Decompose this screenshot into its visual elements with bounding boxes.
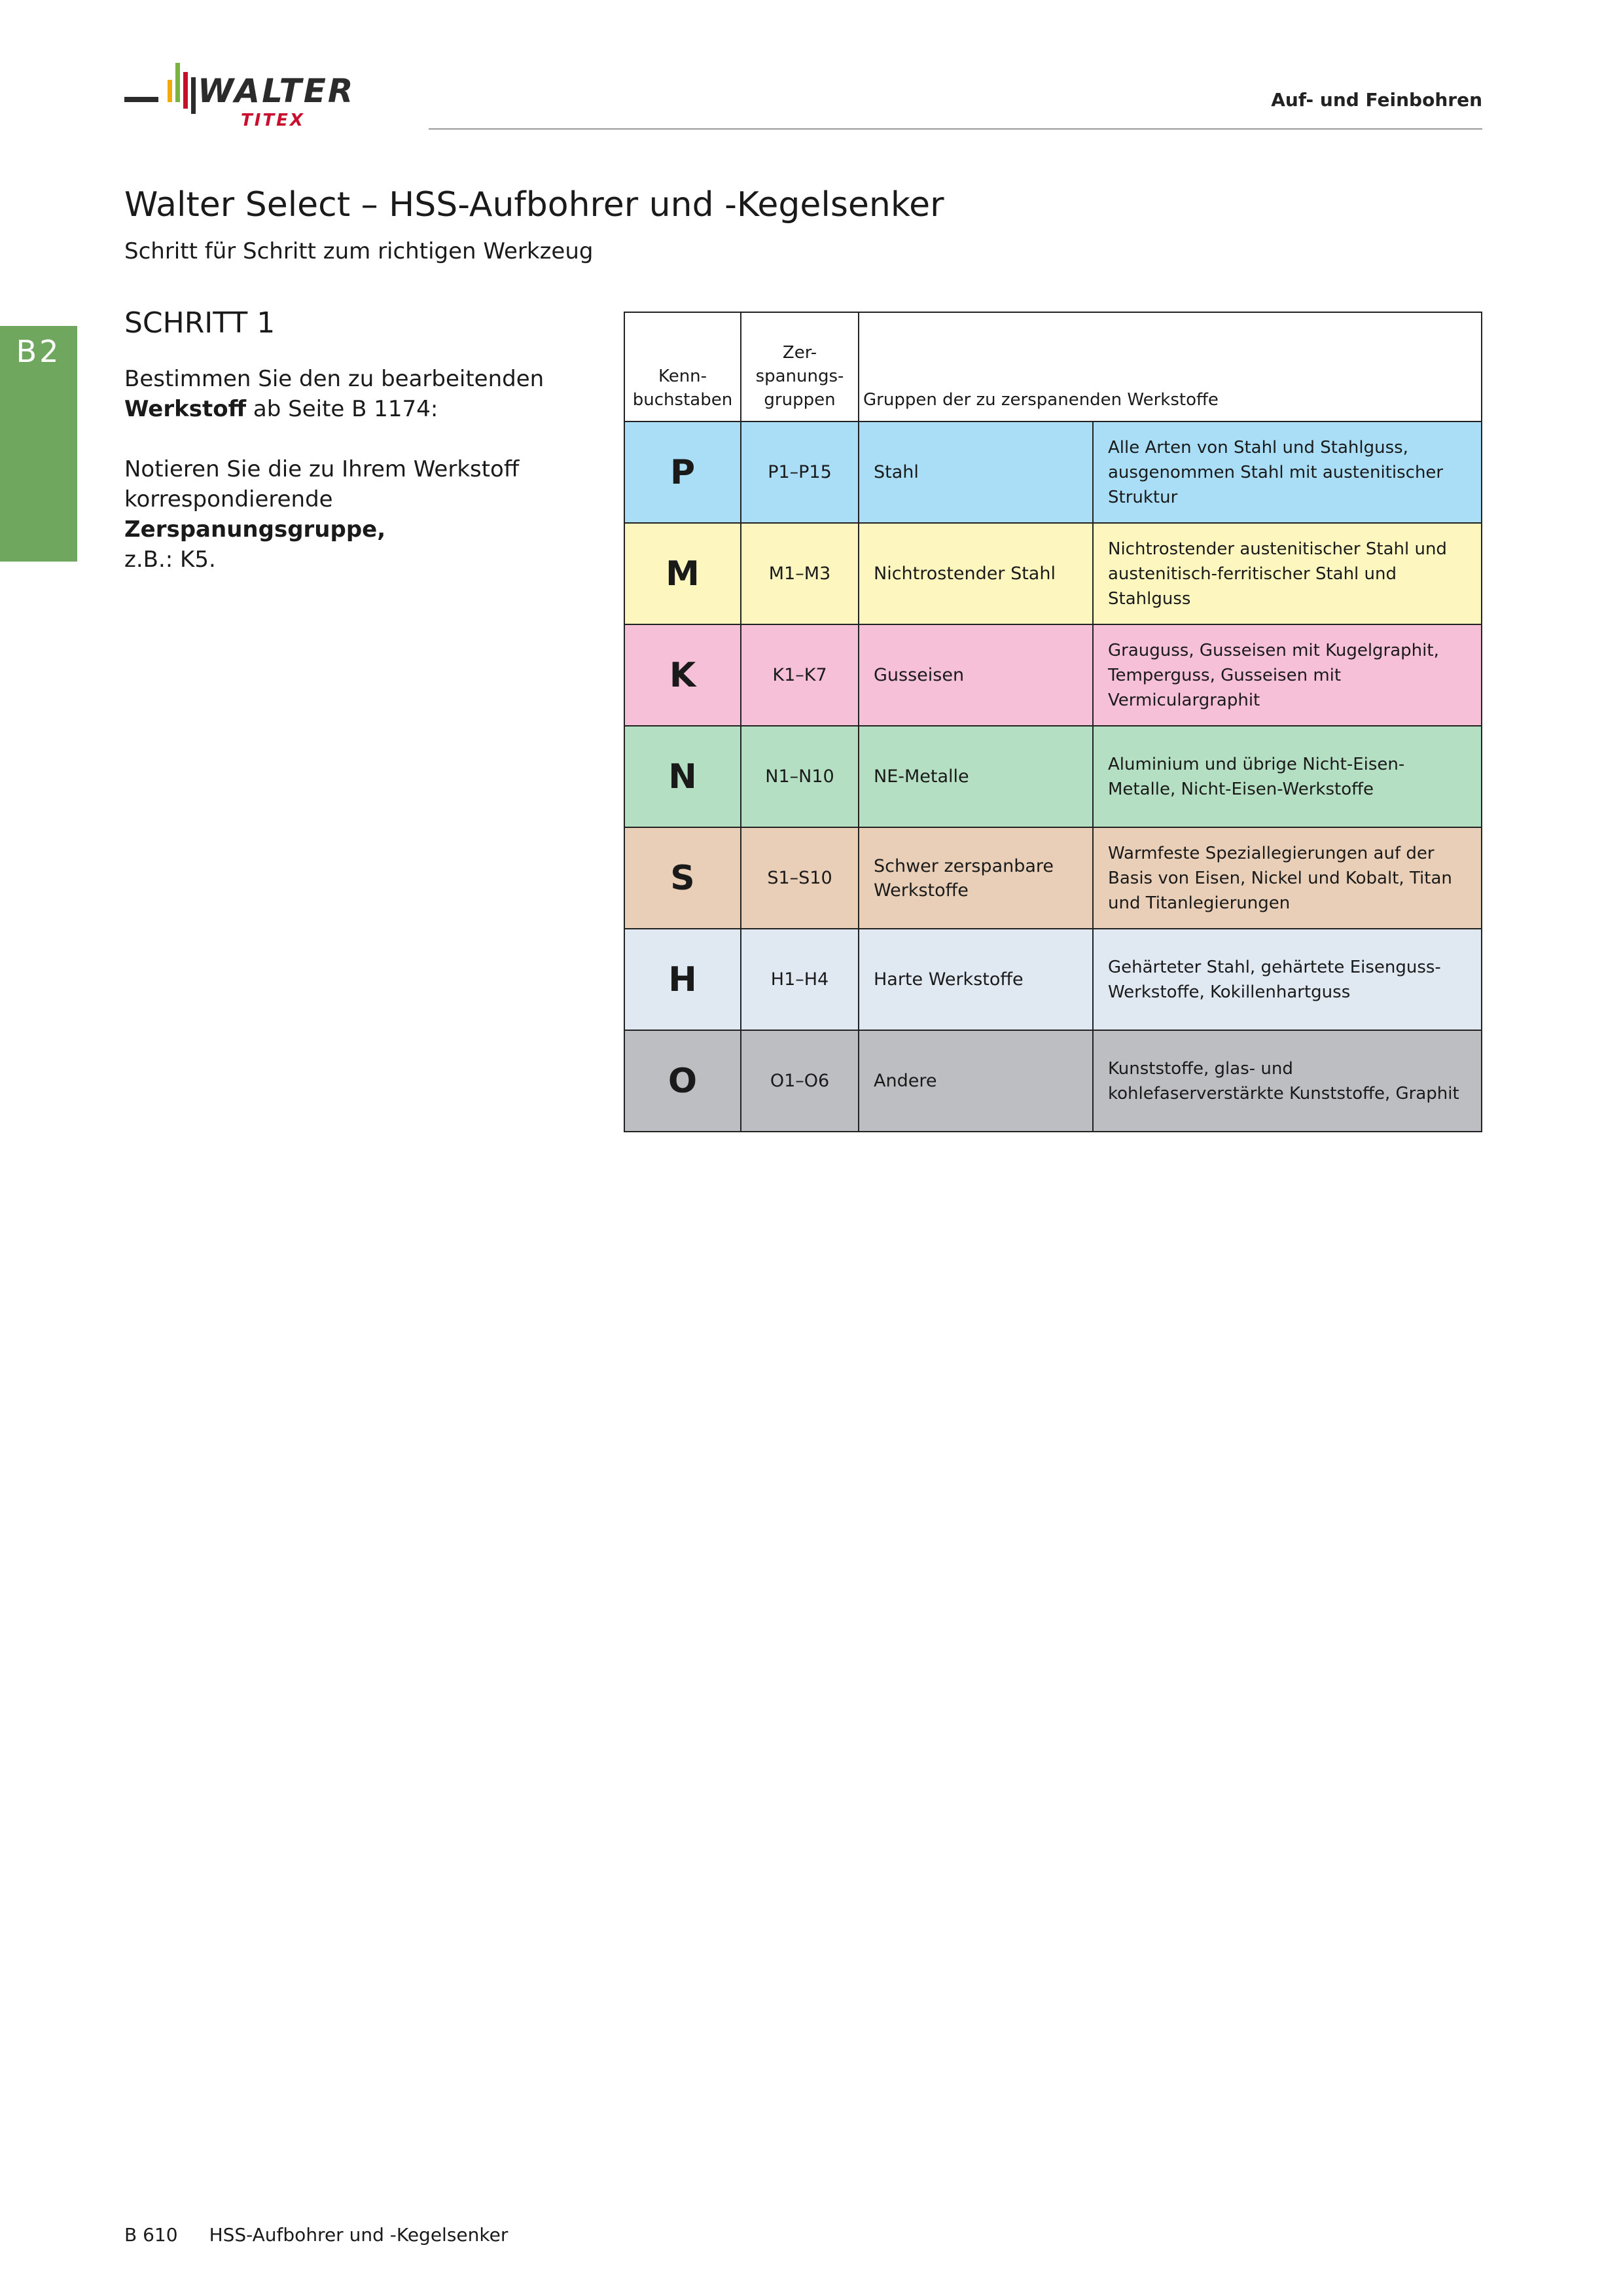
page-subtitle: Schritt für Schritt zum richtigen Werkzeug: [124, 238, 594, 264]
header-section-title: Auf- und Feinbohren: [1271, 89, 1482, 111]
material-groups: K1–K7: [741, 624, 859, 726]
table-header-row: [624, 312, 1482, 422]
instruction-1-bold: Werkstoff: [124, 396, 247, 422]
material-letter: M: [624, 523, 741, 624]
header-zerspanungsgruppen: Zer- spanungs- gruppen: [741, 312, 859, 422]
walter-titex-logo: [124, 60, 399, 134]
material-groups: N1–N10: [741, 726, 859, 827]
material-letter: O: [624, 1030, 741, 1132]
instruction-paragraph-1: [124, 364, 582, 424]
material-description: Warmfeste Speziallegierungen auf der Basis von Eisen, Nickel und Kobalt, Titan und Titanlegierungen: [1093, 827, 1482, 929]
page-number: B 610: [124, 2224, 178, 2246]
chapter-tab: [0, 326, 77, 562]
header-divider: [429, 128, 1482, 130]
material-description: Kunststoffe, glas- und kohlefaserverstärkte Kunststoffe, Graphit: [1093, 1030, 1482, 1132]
step-heading: SCHRITT 1: [124, 306, 276, 340]
table-row: [624, 827, 1482, 929]
logo-bar-left: [124, 97, 158, 102]
material-letter: P: [624, 422, 741, 523]
material-name: Stahl: [859, 422, 1093, 523]
table-row: [624, 624, 1482, 726]
logo-bar-2: [175, 63, 180, 102]
page-footer: [124, 2224, 508, 2246]
table-row: [624, 1030, 1482, 1132]
material-groups: H1–H4: [741, 929, 859, 1030]
material-letter: N: [624, 726, 741, 827]
logo-sub-wordmark: TITEX: [241, 111, 305, 130]
material-groups: M1–M3: [741, 523, 859, 624]
material-name: Nichtrostender Stahl: [859, 523, 1093, 624]
header-werkstoffgruppen: Gruppen der zu zerspanenden Werkstoffe: [859, 312, 1482, 422]
table-row: [624, 726, 1482, 827]
instruction-2-text-2: korrespondierende: [124, 486, 333, 512]
material-groups-table: [624, 312, 1482, 1132]
instruction-1-text: Bestimmen Sie den zu bearbeitenden: [124, 366, 544, 392]
material-description: Nichtrostender austenitischer Stahl und austenitisch-ferritischer Stahl und Stahlguss: [1093, 523, 1482, 624]
table-row: [624, 422, 1482, 523]
instruction-2-text: Notieren Sie die zu Ihrem Werkstoff: [124, 456, 520, 482]
material-name: Schwer zerspanbare Werkstoffe: [859, 827, 1093, 929]
material-description: Gehärteter Stahl, gehärtete Eisenguss-Werkstoffe, Kokillenhartguss: [1093, 929, 1482, 1030]
material-letter: H: [624, 929, 741, 1030]
footer-title: HSS-Aufbohrer und -Kegelsenker: [209, 2224, 508, 2246]
logo-bar-4: [191, 77, 196, 114]
material-description: Grauguss, Gusseisen mit Kugelgraphit, Temperguss, Gusseisen mit Vermiculargraphit: [1093, 624, 1482, 726]
header-kennbuchstaben: Kenn- buchstaben: [624, 312, 741, 422]
material-name: Gusseisen: [859, 624, 1093, 726]
material-groups: P1–P15: [741, 422, 859, 523]
instruction-1-tail: ab Seite B 1174:: [246, 396, 438, 422]
logo-wordmark: WALTER: [198, 72, 355, 110]
material-name: Harte Werkstoffe: [859, 929, 1093, 1030]
material-groups: O1–O6: [741, 1030, 859, 1132]
logo-bar-3: [183, 72, 188, 109]
chapter-tab-label: B2: [16, 334, 62, 369]
material-description: Alle Arten von Stahl und Stahlguss, ausgenommen Stahl mit austenitischer Struktur: [1093, 422, 1482, 523]
material-groups: S1–S10: [741, 827, 859, 929]
page-title: Walter Select – HSS-Aufbohrer und -Kegelsenker: [124, 185, 944, 224]
instruction-paragraph-2: [124, 454, 582, 575]
material-letter: K: [624, 624, 741, 726]
material-name: Andere: [859, 1030, 1093, 1132]
table-row: [624, 929, 1482, 1030]
table-row: [624, 523, 1482, 624]
material-name: NE-Metalle: [859, 726, 1093, 827]
material-letter: S: [624, 827, 741, 929]
material-description: Aluminium und übrige Nicht-Eisen-Metalle, Nicht-Eisen-Werkstoffe: [1093, 726, 1482, 827]
instruction-2-bold: Zerspanungsgruppe,: [124, 516, 386, 543]
instruction-2-example: z.B.: K5.: [124, 547, 216, 573]
logo-bar-1: [168, 80, 172, 102]
